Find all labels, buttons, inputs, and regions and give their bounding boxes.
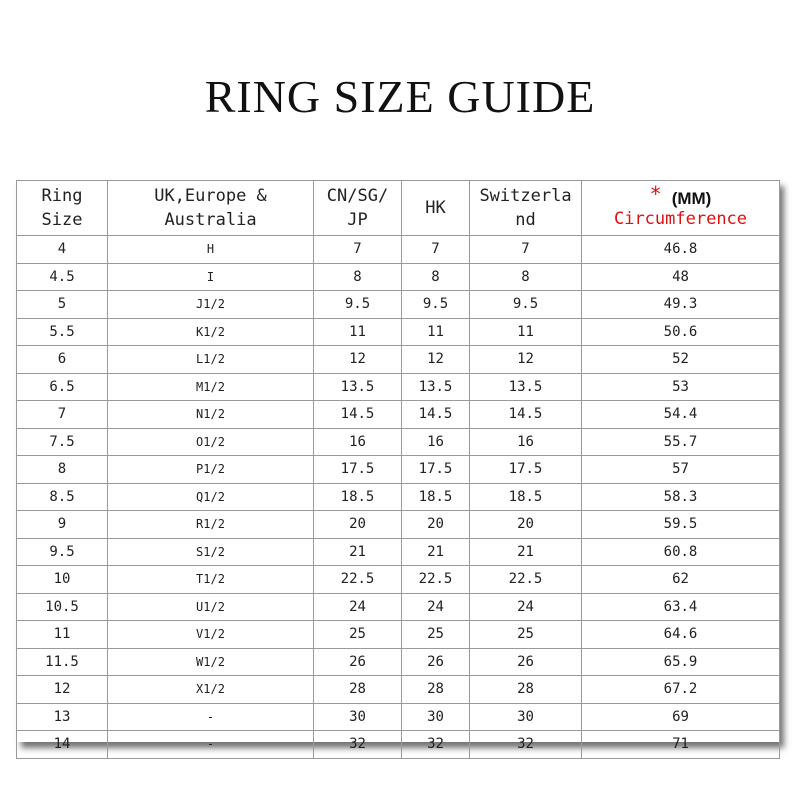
cell-circumference-mm: 55.7 bbox=[582, 428, 780, 456]
header-circumference-label: Circumference bbox=[613, 209, 748, 229]
cell-ring-size: 12 bbox=[17, 676, 108, 704]
cell-circumference-mm: 64.6 bbox=[582, 621, 780, 649]
cell-circumference-mm: 48 bbox=[582, 263, 780, 291]
cell-hk-size: 13.5 bbox=[402, 373, 470, 401]
table-row bbox=[17, 456, 780, 484]
cell-hk-size: 16 bbox=[402, 428, 470, 456]
header-switzerland bbox=[470, 181, 582, 236]
cell-swiss-size: 25 bbox=[470, 621, 582, 649]
cell-uk-size: - bbox=[108, 703, 314, 731]
table-row bbox=[17, 373, 780, 401]
table-body bbox=[17, 236, 780, 759]
cell-ring-size: 10.5 bbox=[17, 593, 108, 621]
cell-uk-size: O1/2 bbox=[108, 428, 314, 456]
cell-swiss-size: 16 bbox=[470, 428, 582, 456]
cell-ring-size: 7.5 bbox=[17, 428, 108, 456]
header-swiss-line1: Switzerla bbox=[479, 186, 572, 206]
cell-swiss-size: 9.5 bbox=[470, 291, 582, 319]
table-row bbox=[17, 483, 780, 511]
table-row bbox=[17, 291, 780, 319]
cell-swiss-size: 11 bbox=[470, 318, 582, 346]
cell-ring-size: 6.5 bbox=[17, 373, 108, 401]
cell-hk-size: 22.5 bbox=[402, 566, 470, 594]
header-cn-line1: CN/SG/ bbox=[326, 186, 389, 206]
cell-hk-size: 21 bbox=[402, 538, 470, 566]
cell-cn-size: 26 bbox=[314, 648, 402, 676]
cell-ring-size: 10 bbox=[17, 566, 108, 594]
cell-ring-size: 11.5 bbox=[17, 648, 108, 676]
cell-uk-size: W1/2 bbox=[108, 648, 314, 676]
header-mm-unit: (MM) bbox=[671, 189, 712, 208]
cell-uk-size: Q1/2 bbox=[108, 483, 314, 511]
cell-uk-size: H bbox=[108, 236, 314, 264]
cell-hk-size: 18.5 bbox=[402, 483, 470, 511]
cell-hk-size: 25 bbox=[402, 621, 470, 649]
cell-uk-size: N1/2 bbox=[108, 401, 314, 429]
cell-swiss-size: 28 bbox=[470, 676, 582, 704]
cell-cn-size: 25 bbox=[314, 621, 402, 649]
header-mm-line bbox=[582, 182, 779, 209]
cell-swiss-size: 20 bbox=[470, 511, 582, 539]
header-row bbox=[17, 181, 780, 236]
cell-circumference-mm: 53 bbox=[582, 373, 780, 401]
cell-ring-size: 4 bbox=[17, 236, 108, 264]
cell-swiss-size: 12 bbox=[470, 346, 582, 374]
cell-ring-size: 9 bbox=[17, 511, 108, 539]
cell-cn-size: 17.5 bbox=[314, 456, 402, 484]
cell-uk-size: V1/2 bbox=[108, 621, 314, 649]
cell-swiss-size: 13.5 bbox=[470, 373, 582, 401]
table-row bbox=[17, 428, 780, 456]
cell-uk-size: L1/2 bbox=[108, 346, 314, 374]
cell-swiss-size: 26 bbox=[470, 648, 582, 676]
header-hk bbox=[402, 181, 470, 236]
table-row bbox=[17, 648, 780, 676]
cell-hk-size: 9.5 bbox=[402, 291, 470, 319]
header-ring-size-line1: Ring bbox=[41, 186, 83, 206]
cell-circumference-mm: 62 bbox=[582, 566, 780, 594]
ring-size-table-container bbox=[16, 180, 779, 753]
cell-uk-size: K1/2 bbox=[108, 318, 314, 346]
cell-swiss-size: 30 bbox=[470, 703, 582, 731]
cell-hk-size: 17.5 bbox=[402, 456, 470, 484]
ring-size-table bbox=[16, 180, 780, 759]
header-hk-label: HK bbox=[425, 198, 446, 218]
cell-swiss-size: 22.5 bbox=[470, 566, 582, 594]
cell-swiss-size: 32 bbox=[470, 731, 582, 759]
table-row bbox=[17, 593, 780, 621]
header-uk-europe-australia bbox=[108, 181, 314, 236]
table-row bbox=[17, 566, 780, 594]
cell-ring-size: 4.5 bbox=[17, 263, 108, 291]
cell-circumference-mm: 57 bbox=[582, 456, 780, 484]
cell-uk-size: M1/2 bbox=[108, 373, 314, 401]
cell-cn-size: 18.5 bbox=[314, 483, 402, 511]
cell-hk-size: 26 bbox=[402, 648, 470, 676]
cell-swiss-size: 24 bbox=[470, 593, 582, 621]
cell-cn-size: 11 bbox=[314, 318, 402, 346]
cell-swiss-size: 7 bbox=[470, 236, 582, 264]
cell-circumference-mm: 63.4 bbox=[582, 593, 780, 621]
header-cn-sg-jp bbox=[314, 181, 402, 236]
cell-swiss-size: 18.5 bbox=[470, 483, 582, 511]
table-row bbox=[17, 236, 780, 264]
cell-circumference-mm: 52 bbox=[582, 346, 780, 374]
cell-uk-size: X1/2 bbox=[108, 676, 314, 704]
cell-ring-size: 8 bbox=[17, 456, 108, 484]
cell-uk-size: S1/2 bbox=[108, 538, 314, 566]
table-row bbox=[17, 676, 780, 704]
cell-circumference-mm: 58.3 bbox=[582, 483, 780, 511]
cell-ring-size: 7 bbox=[17, 401, 108, 429]
cell-ring-size: 5.5 bbox=[17, 318, 108, 346]
cell-swiss-size: 17.5 bbox=[470, 456, 582, 484]
cell-cn-size: 21 bbox=[314, 538, 402, 566]
cell-cn-size: 13.5 bbox=[314, 373, 402, 401]
cell-cn-size: 28 bbox=[314, 676, 402, 704]
header-circumference bbox=[582, 181, 780, 236]
cell-cn-size: 24 bbox=[314, 593, 402, 621]
cell-ring-size: 6 bbox=[17, 346, 108, 374]
header-uk-line2: Australia bbox=[164, 210, 257, 230]
table-row bbox=[17, 263, 780, 291]
cell-ring-size: 14 bbox=[17, 731, 108, 759]
cell-ring-size: 9.5 bbox=[17, 538, 108, 566]
asterisk-mark: * bbox=[649, 182, 662, 206]
table-row bbox=[17, 401, 780, 429]
header-ring-size-line2: Size bbox=[41, 210, 83, 230]
cell-hk-size: 8 bbox=[402, 263, 470, 291]
cell-hk-size: 7 bbox=[402, 236, 470, 264]
cell-circumference-mm: 50.6 bbox=[582, 318, 780, 346]
cell-swiss-size: 8 bbox=[470, 263, 582, 291]
table-row bbox=[17, 703, 780, 731]
cell-circumference-mm: 71 bbox=[582, 731, 780, 759]
header-swiss-line2: nd bbox=[515, 210, 536, 230]
cell-hk-size: 24 bbox=[402, 593, 470, 621]
cell-hk-size: 14.5 bbox=[402, 401, 470, 429]
cell-ring-size: 11 bbox=[17, 621, 108, 649]
cell-circumference-mm: 54.4 bbox=[582, 401, 780, 429]
header-uk-line1: UK,Europe & bbox=[154, 186, 267, 206]
cell-circumference-mm: 49.3 bbox=[582, 291, 780, 319]
cell-uk-size: R1/2 bbox=[108, 511, 314, 539]
cell-circumference-mm: 59.5 bbox=[582, 511, 780, 539]
cell-cn-size: 8 bbox=[314, 263, 402, 291]
cell-circumference-mm: 65.9 bbox=[582, 648, 780, 676]
cell-cn-size: 20 bbox=[314, 511, 402, 539]
cell-hk-size: 11 bbox=[402, 318, 470, 346]
cell-hk-size: 12 bbox=[402, 346, 470, 374]
cell-hk-size: 32 bbox=[402, 731, 470, 759]
table-row bbox=[17, 511, 780, 539]
cell-uk-size: J1/2 bbox=[108, 291, 314, 319]
cell-cn-size: 30 bbox=[314, 703, 402, 731]
cell-cn-size: 32 bbox=[314, 731, 402, 759]
cell-circumference-mm: 67.2 bbox=[582, 676, 780, 704]
table-row bbox=[17, 346, 780, 374]
cell-cn-size: 16 bbox=[314, 428, 402, 456]
cell-uk-size: T1/2 bbox=[108, 566, 314, 594]
cell-ring-size: 5 bbox=[17, 291, 108, 319]
cell-cn-size: 22.5 bbox=[314, 566, 402, 594]
cell-cn-size: 14.5 bbox=[314, 401, 402, 429]
cell-uk-size: P1/2 bbox=[108, 456, 314, 484]
header-ring-size bbox=[17, 181, 108, 236]
cell-ring-size: 13 bbox=[17, 703, 108, 731]
cell-swiss-size: 14.5 bbox=[470, 401, 582, 429]
cell-hk-size: 28 bbox=[402, 676, 470, 704]
cell-hk-size: 20 bbox=[402, 511, 470, 539]
page-title: RING SIZE GUIDE bbox=[204, 71, 596, 122]
cell-swiss-size: 21 bbox=[470, 538, 582, 566]
table-row bbox=[17, 621, 780, 649]
cell-hk-size: 30 bbox=[402, 703, 470, 731]
cell-ring-size: 8.5 bbox=[17, 483, 108, 511]
table-row bbox=[17, 731, 780, 759]
cell-circumference-mm: 46.8 bbox=[582, 236, 780, 264]
cell-uk-size: I bbox=[108, 263, 314, 291]
cell-cn-size: 7 bbox=[314, 236, 402, 264]
table-row bbox=[17, 538, 780, 566]
cell-cn-size: 9.5 bbox=[314, 291, 402, 319]
cell-circumference-mm: 60.8 bbox=[582, 538, 780, 566]
cell-uk-size: - bbox=[108, 731, 314, 759]
cell-circumference-mm: 69 bbox=[582, 703, 780, 731]
cell-uk-size: U1/2 bbox=[108, 593, 314, 621]
table-row bbox=[17, 318, 780, 346]
cell-cn-size: 12 bbox=[314, 346, 402, 374]
header-cn-line2: JP bbox=[347, 210, 368, 230]
